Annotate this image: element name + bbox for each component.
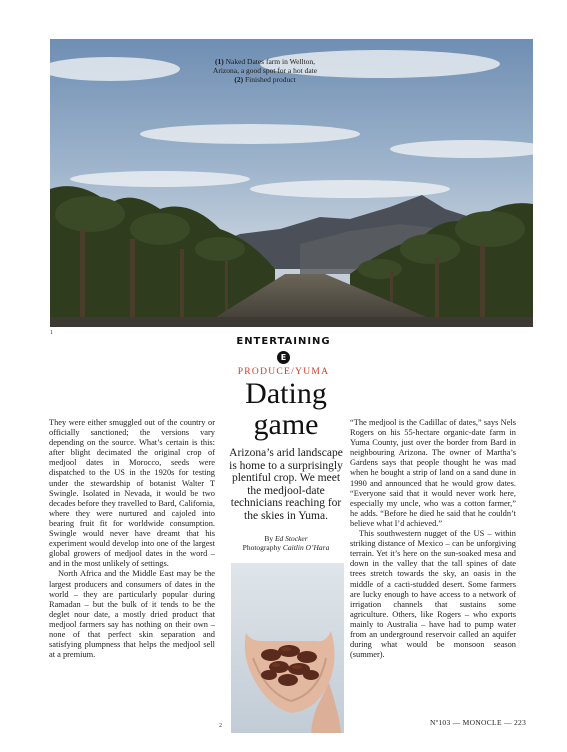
- caption-number-1: (1): [214, 57, 224, 66]
- body-paragraph: “The medjool is the Cadillac of dates,” says Nels Rogers on his 55-hectare organic-date farm in Yuma County, just over the border from Bard in neighbouring Arizona. The owner of Martha’s Gardens says that people thought he was mad when he bought a strip of land on a sand dune in 1990 and announced that he would grow dates. “Everyone said that it would never work here, especially my uncle, who was a cotton farmer,” he adds. “Before he died he said that he couldn’t believe what I’d achieved.”: [350, 418, 516, 528]
- hero-caption: [180, 57, 350, 84]
- hands-holding-dates-image: [231, 563, 344, 733]
- e-badge-icon: E: [277, 351, 290, 364]
- dates-in-hands-photo: [231, 563, 344, 733]
- caption-number-2: (2): [234, 75, 244, 84]
- body-column-left: [49, 418, 215, 660]
- photo-credit-name: Caitlin O’Hara: [282, 543, 330, 552]
- byline-author: Ed Stocker: [274, 534, 308, 543]
- page-folio: Nº103 — MONOCLE — 223: [430, 718, 527, 727]
- byline: [226, 534, 346, 552]
- caption-line-1: Naked Dates farm in Wellton,: [225, 57, 316, 66]
- photo-2-number: 2: [219, 723, 222, 729]
- caption-line-3: Finished product: [245, 75, 296, 84]
- body-paragraph: This southwestern nugget of the US – within striking distance of Mexico – can be unforgiving terrain. Yet it’s here on the sun-soaked mesa and down in the valley that the tall spines of date trees stretch towards the sky, an oasis in the middle of a cacti-studded desert. Some farmers are lucky enough to have access to a network of irrigation channels that sustains some agriculture. Others, like Rogers – who exports mainly to Australia – have had to pump water from an underground reservoir called an aquifer during what would be monsoon season (summer).: [350, 529, 516, 660]
- section-header: [0, 336, 567, 377]
- body-column-right: [350, 418, 516, 660]
- body-paragraph: They were either smuggled out of the country or officially sanctioned; the versions vary depending on the source. What’s certain is this: after blight decimated the original crop of medjool dates in Morocco, seeds were dispatched to the US in the 1920s for testing under the stewardship of botanist Walter T Swingle. Isolated in Nevada, it would be two decades before they travelled to Bard, California, where they were nurtured and cajoled into bearing fruit fit for worldwide consumption. Swingle would never have dreamt that his experiment would develop into one of the largest global growers of medjool dates in the word – and in the most unlikely of settings.: [49, 418, 215, 569]
- byline-prefix: By: [264, 534, 274, 543]
- section-rubric: PRODUCE/YUMA: [237, 367, 330, 377]
- headline-line-1: Dating: [245, 377, 327, 410]
- headline-line-2: game: [253, 408, 319, 441]
- headline: [228, 378, 344, 440]
- hero-photo-number: 1: [50, 330, 53, 336]
- caption-line-2: Arizona, a good spot for a hot date: [212, 66, 318, 75]
- section-kicker: ENTERTAINING: [236, 336, 331, 347]
- standfirst: Arizona’s arid landscape is home to a surprisingly plentiful crop. We meet the medjool-date technicians reaching for the skies in Yuma.: [229, 447, 343, 522]
- photo-credit-prefix: Photography: [242, 543, 281, 552]
- body-paragraph: North Africa and the Middle East may be the largest producers and consumers of dates in the world – they are particularly popular during Ramadan – but the bulk of it tends to be the deglet nour date, a mostly dried product that medjool farmers say has nothing on their own – none of that perfect skin separation and satisfying plumpness that helps the medjool sell at a premium.: [49, 569, 215, 660]
